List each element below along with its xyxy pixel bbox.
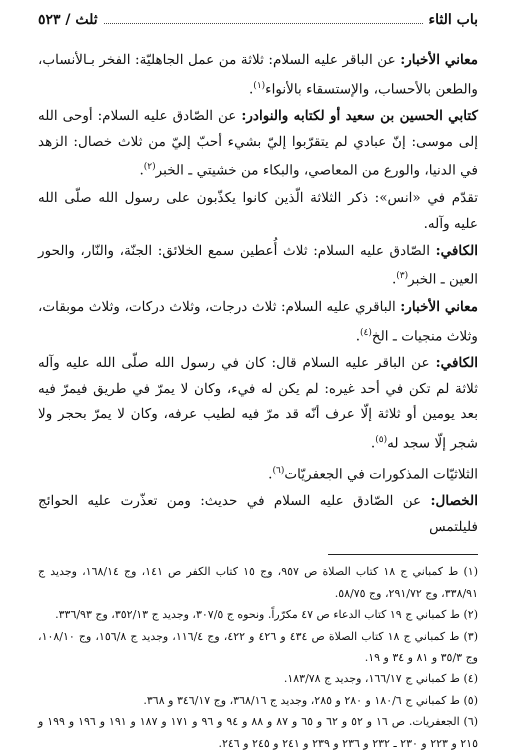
footnote-ref: (١) xyxy=(253,80,266,91)
footnote: (٢) ط كمباني ج ١٩ كتاب الدعاء ص ٤٧ مكرّراً. ونحوه ج ٣٠٧/٥، وجديد ج ٣٥٢/١٣، وج ٣٣٦/٩٣. xyxy=(55,608,478,622)
footnote-ref: (٥) xyxy=(375,434,388,445)
paragraph: الكافي: عن الباقر عليه السلام قال: كان في رسول الله صلّى الله عليه وآله ثلاثة لم تكن في أحد غيره: لم يكن له فيء، وكان لا يمرّ في طريق فيمرّ فيه بعد يومين أو ثلاثة إلّا عرف أنّه قد مرّ فيه لطيب عرفه، وكان لا يمرّ بحجر ولا شجر إلّا سجد له$^{(٥)}$. xyxy=(38,355,479,452)
main-text xyxy=(38,48,478,540)
footnotes xyxy=(38,561,478,754)
footnote-ref: (٢) xyxy=(143,162,156,173)
footnote: (٣) ط كمباني ج ١٨ كتاب الصلاة ص ٤٣٤ و ٤٢٦ و ٤٢٢، وج ١١٦/٤، وجديد ج ١٥٦/٨، وج ١٠٨/١٠، وج ٣٥/٣ و ٨١ و ٣٤ و ١٩. xyxy=(38,629,478,664)
running-header xyxy=(38,12,478,30)
footnote-divider xyxy=(328,554,478,555)
source-label: الكافي: xyxy=(435,355,479,372)
paragraph: معاني الأخبار: الباقري عليه السلام: ثلاث درجات، وثلاث دركات، وثلاث موبقات، وثلاث منجيات ـ الخ$^{(٤)}$. xyxy=(38,298,478,345)
paragraph: الثلاثيّات المذكورات في الجعفريّات$^{(٦)}$. xyxy=(268,465,478,483)
footnote: (٦) الجعفريات. ص ١٦ و ٥٢ و ٦٢ و ٦٥ و ٨٧ و ٨٨ و ٩٤ و ٩٦ و ١٧١ و ١٨٧ و ١٩١ و ١٩٦ و ١٩٩ و ٢١٥ و ٢٢٣ و ٢٣٠ ـ ٢٣٢ و ٢٣٦ و ٢٣٩ و ٢٤١ و ٢٤٥ و ٢٤٦. xyxy=(38,715,479,750)
paragraph xyxy=(38,489,478,540)
footnote-ref: (٣) xyxy=(396,271,409,282)
paragraph-text: عن الصّادق عليه السلام في حديث: ومن تعذّرت عليه الحوائج فليلتمس xyxy=(38,493,478,535)
footnote-ref: (٦) xyxy=(272,465,285,476)
source-label: معاني الأخبار: xyxy=(400,298,478,315)
source-label: الخصال: xyxy=(430,493,478,510)
header-dot-leader xyxy=(104,22,423,24)
paragraph: معاني الأخبار: عن الباقر عليه السلام: ثلاثة من عمل الجاهليّة: الفخر بـالأنساب، والطعن بالأحساب، والإستسقاء بالأنواء$^{(١)}$. xyxy=(38,52,478,98)
source-label: الكافي: xyxy=(435,242,478,259)
source-label: كتابي الحسين بن سعيد أو لكتابه والنوادر: xyxy=(241,108,479,125)
paragraph xyxy=(38,186,478,237)
paragraph-text: عن الصّادق عليه السلام: أوحى الله إلى موسى: إنّ عبادي لم يتقرّبوا إليّ بشيء أحبّ إليّ من ثلاث خصال: الزهد في الدنيا، والورع من المعاصي، والبكاء من خشيتي ـ الخبر xyxy=(38,108,478,179)
paragraph-text: الباقري عليه السلام: ثلاث درجات، وثلاث دركات، وثلاث موبقات، وثلاث منجيات ـ الخ xyxy=(38,298,478,345)
footnote: (١) ط كمباني ج ١٨ كتاب الصلاة ص ٩٥٧، وج ١٥ كتاب الكفر ص ١٤١، وج ١٦٨/١٤، وجديد ج ٣٣٨/٩١، وج ٢٩١/٧٢، وج ٥٨/٧٥. xyxy=(38,565,478,600)
paragraph: كتابي الحسين بن سعيد أو لكتابه والنوادر: عن الصّادق عليه السلام: أوحى الله إلى موسى: إنّ عبادي لم يتقرّبوا إليّ بشيء أحبّ إليّ من ثلاث خصال: الزهد في الدنيا، والورع من المعاصي، والبكاء من خشيتي ـ الخبر$^{(٢)}$. xyxy=(38,108,479,179)
page-number: ثلث / ٥٢٣ xyxy=(38,12,98,28)
footnote: (٤) ط كمباني ج ١٦٦/١٧، وجديد ج ١٨٣/٧٨. xyxy=(283,672,478,686)
source-label: معاني الأخبار: xyxy=(400,52,478,68)
paragraph-text: تقدّم في «انس»: ذكر الثلاثة الّذين كانوا يكذّبون على رسول الله صلّى الله عليه وآله. xyxy=(38,190,478,232)
footnote-ref: (٤) xyxy=(360,327,372,338)
paragraph-text: الصّادق عليه السلام: ثلاث أُعطين سمع الخلائق: الجنّة، والنّار، والحور العين ـ الخبر xyxy=(38,242,478,288)
book-page xyxy=(38,12,479,750)
footnote: (٥) ط كمباني ج ١٨٠/٦ و ٢٨٠ و ٢٨٥، وجديد ج ٣٦٨/١٦، وج ٣٤٦/١٧ و ٣٦٨. xyxy=(143,693,478,707)
paragraph: الكافي: الصّادق عليه السلام: ثلاث أُعطين سمع الخلائق: الجنّة، والنّار، والحور العين ـ الخبر$^{(٣)}$. xyxy=(38,242,478,288)
paragraph-text: عن الباقر عليه السلام قال: كان في رسول الله صلّى الله عليه وآله ثلاثة لم تكن في أحد غيره: لم يكن له فيء، وكان لا يمرّ في طريق فيمرّ فيه بعد يومين أو ثلاثة إلّا عرف أنّه قد مرّ فيه لطيب عرفه، وكان لا يمرّ بحجر ولا شجر إلّا سجد له xyxy=(38,355,478,452)
chapter-title: باب الثاء xyxy=(428,12,478,28)
paragraph-text: الثلاثيّات المذكورات في الجعفريّات xyxy=(284,466,478,483)
paragraph-text: عن الباقر عليه السلام: ثلاثة من عمل الجاهليّة: الفخر بـالأنساب، والطعن بالأحساب، والإستسقاء بالأنواء xyxy=(38,52,478,98)
